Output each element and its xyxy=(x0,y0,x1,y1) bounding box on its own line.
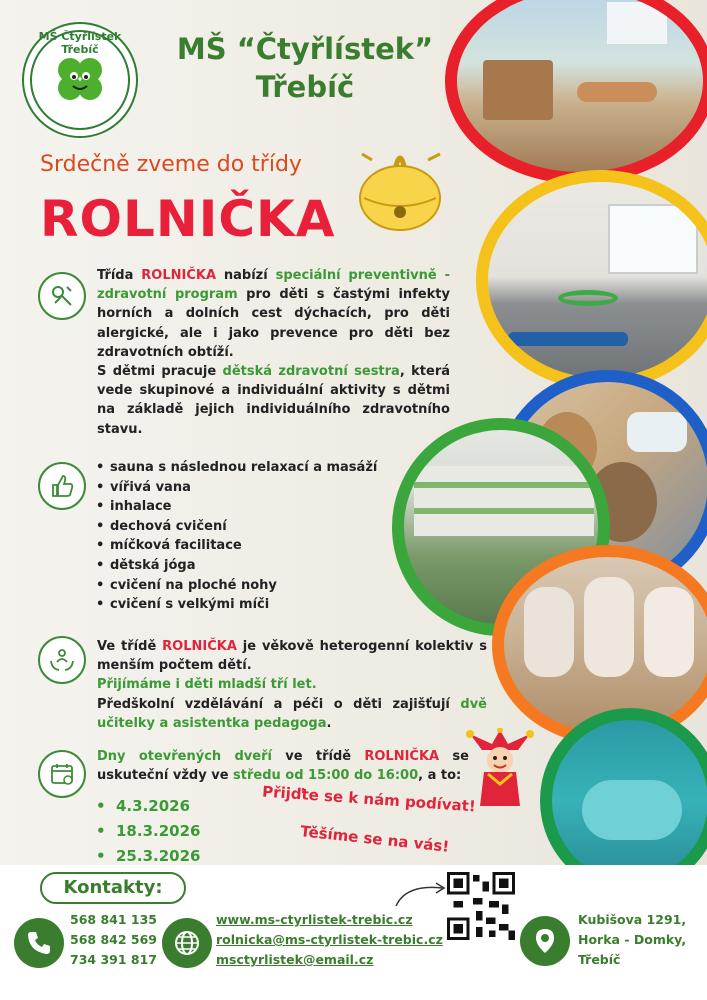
logo-text: MŠ Čtyřlístek Třebíč xyxy=(38,30,122,56)
web-contacts xyxy=(216,910,443,970)
list-item: • dechová cvičení xyxy=(96,517,377,537)
program-description xyxy=(97,266,450,439)
contacts-heading: Kontakty: xyxy=(40,872,186,904)
thumbs-up-icon xyxy=(38,462,86,510)
info-text: Předškolní vzdělávání a péči o děti zajišťují xyxy=(97,696,461,712)
open-days-text: se uskuteční vždy ve xyxy=(97,749,469,784)
class-name-inline: ROLNIČKA xyxy=(162,639,237,654)
family-care-icon xyxy=(38,636,86,684)
list-item: • míčková facilitace xyxy=(96,536,377,556)
class-name-inline: ROLNIČKA xyxy=(141,268,217,283)
list-item: • dětská jóga xyxy=(96,556,377,576)
phone-number[interactable]: 568 842 569 xyxy=(70,932,157,947)
arrow-icon xyxy=(392,878,452,908)
time-highlight: středu od 15:00 do 16:00 xyxy=(233,768,419,784)
invitation-text: Srdečně zveme do třídy xyxy=(40,152,302,177)
open-days-info xyxy=(97,747,469,785)
open-days-dates xyxy=(96,794,200,869)
phone-number[interactable]: 568 841 135 xyxy=(70,912,157,927)
website-link[interactable]: www.ms-ctyrlistek-trebic.cz xyxy=(216,912,413,927)
jester-icon xyxy=(462,728,538,812)
class-name-title: ROLNIČKA xyxy=(40,190,336,248)
desc-text: nabízí xyxy=(216,268,276,283)
open-days-text: ve třídě xyxy=(271,749,365,764)
list-item: • cvičení na ploché nohy xyxy=(96,576,377,596)
location-pin-icon xyxy=(520,916,570,966)
list-item: • vířivá vana xyxy=(96,478,377,498)
open-days-highlight: Dny otevřených dveří xyxy=(97,749,272,764)
phone-number[interactable]: 734 391 817 xyxy=(70,952,157,967)
address xyxy=(578,910,686,970)
nurse-highlight: dětská zdravotní sestra xyxy=(222,364,400,380)
school-logo xyxy=(22,22,138,138)
school-name xyxy=(150,30,460,106)
calendar-icon xyxy=(38,750,86,798)
clover-icon xyxy=(52,52,108,108)
desc-text: , která vede skupinové a individuální aktivity s dětmi na základě jejich individuálního zdravotního stavu. xyxy=(97,364,451,437)
globe-icon xyxy=(162,918,212,968)
date-item: • 25.3.2026 xyxy=(96,844,200,869)
address-line: Horka - Domky, xyxy=(578,932,687,947)
class-name-inline: ROLNIČKA xyxy=(364,749,440,764)
staff-highlight: dvě učitelky a asistentka pedagoga xyxy=(97,696,487,731)
list-item: • inhalace xyxy=(96,497,377,517)
desc-text: S dětmi pracuje xyxy=(97,364,223,380)
exercise-room-photo xyxy=(476,170,707,390)
school-name-line1: MŠ “Čtyřlístek” xyxy=(176,32,434,66)
admission-highlight: Přijímáme i děti mladší tří let. xyxy=(97,677,317,693)
desc-text: Třída xyxy=(97,268,142,283)
slogan-come: Přijďte se k nám podívat! xyxy=(261,782,477,816)
bell-icon xyxy=(352,140,452,236)
health-tools-icon xyxy=(38,272,86,320)
program-highlight: speciální preventivně - zdravotní program xyxy=(97,268,450,303)
info-text: Ve třídě xyxy=(97,639,163,654)
desc-text: pro děti s častými infekty horních a dolních cest dýchacích, pro děti alergické, ale i jako prevence pro děti bez zdravotních obtíží. xyxy=(97,287,450,360)
email-link[interactable]: msctyrlistek@email.cz xyxy=(216,952,374,967)
email-link[interactable]: rolnicka@ms-ctyrlistek-trebic.cz xyxy=(216,932,443,947)
info-text: je věkově heterogenní kolektiv s menším počtem dětí. xyxy=(97,639,487,674)
open-days-text: , a to: xyxy=(418,768,462,784)
classroom-photo xyxy=(445,0,707,184)
activities-list xyxy=(96,458,377,615)
address-line: Kubišova 1291, xyxy=(578,912,687,927)
qr-code[interactable] xyxy=(446,872,516,940)
address-line: Třebíč xyxy=(578,952,621,967)
slogan-see-you: Těšíme se na vás! xyxy=(299,822,451,856)
phone-numbers xyxy=(70,910,157,970)
date-item: • 4.3.2026 xyxy=(96,794,200,819)
info-text: . xyxy=(326,715,332,731)
phone-icon xyxy=(14,918,64,968)
date-item: • 18.3.2026 xyxy=(96,819,200,844)
school-name-line2: Třebíč xyxy=(255,70,355,104)
list-item: • cvičení s velkými míči xyxy=(96,595,377,615)
list-item: • sauna s následnou relaxací a masáží xyxy=(96,458,377,478)
class-info xyxy=(97,637,487,733)
